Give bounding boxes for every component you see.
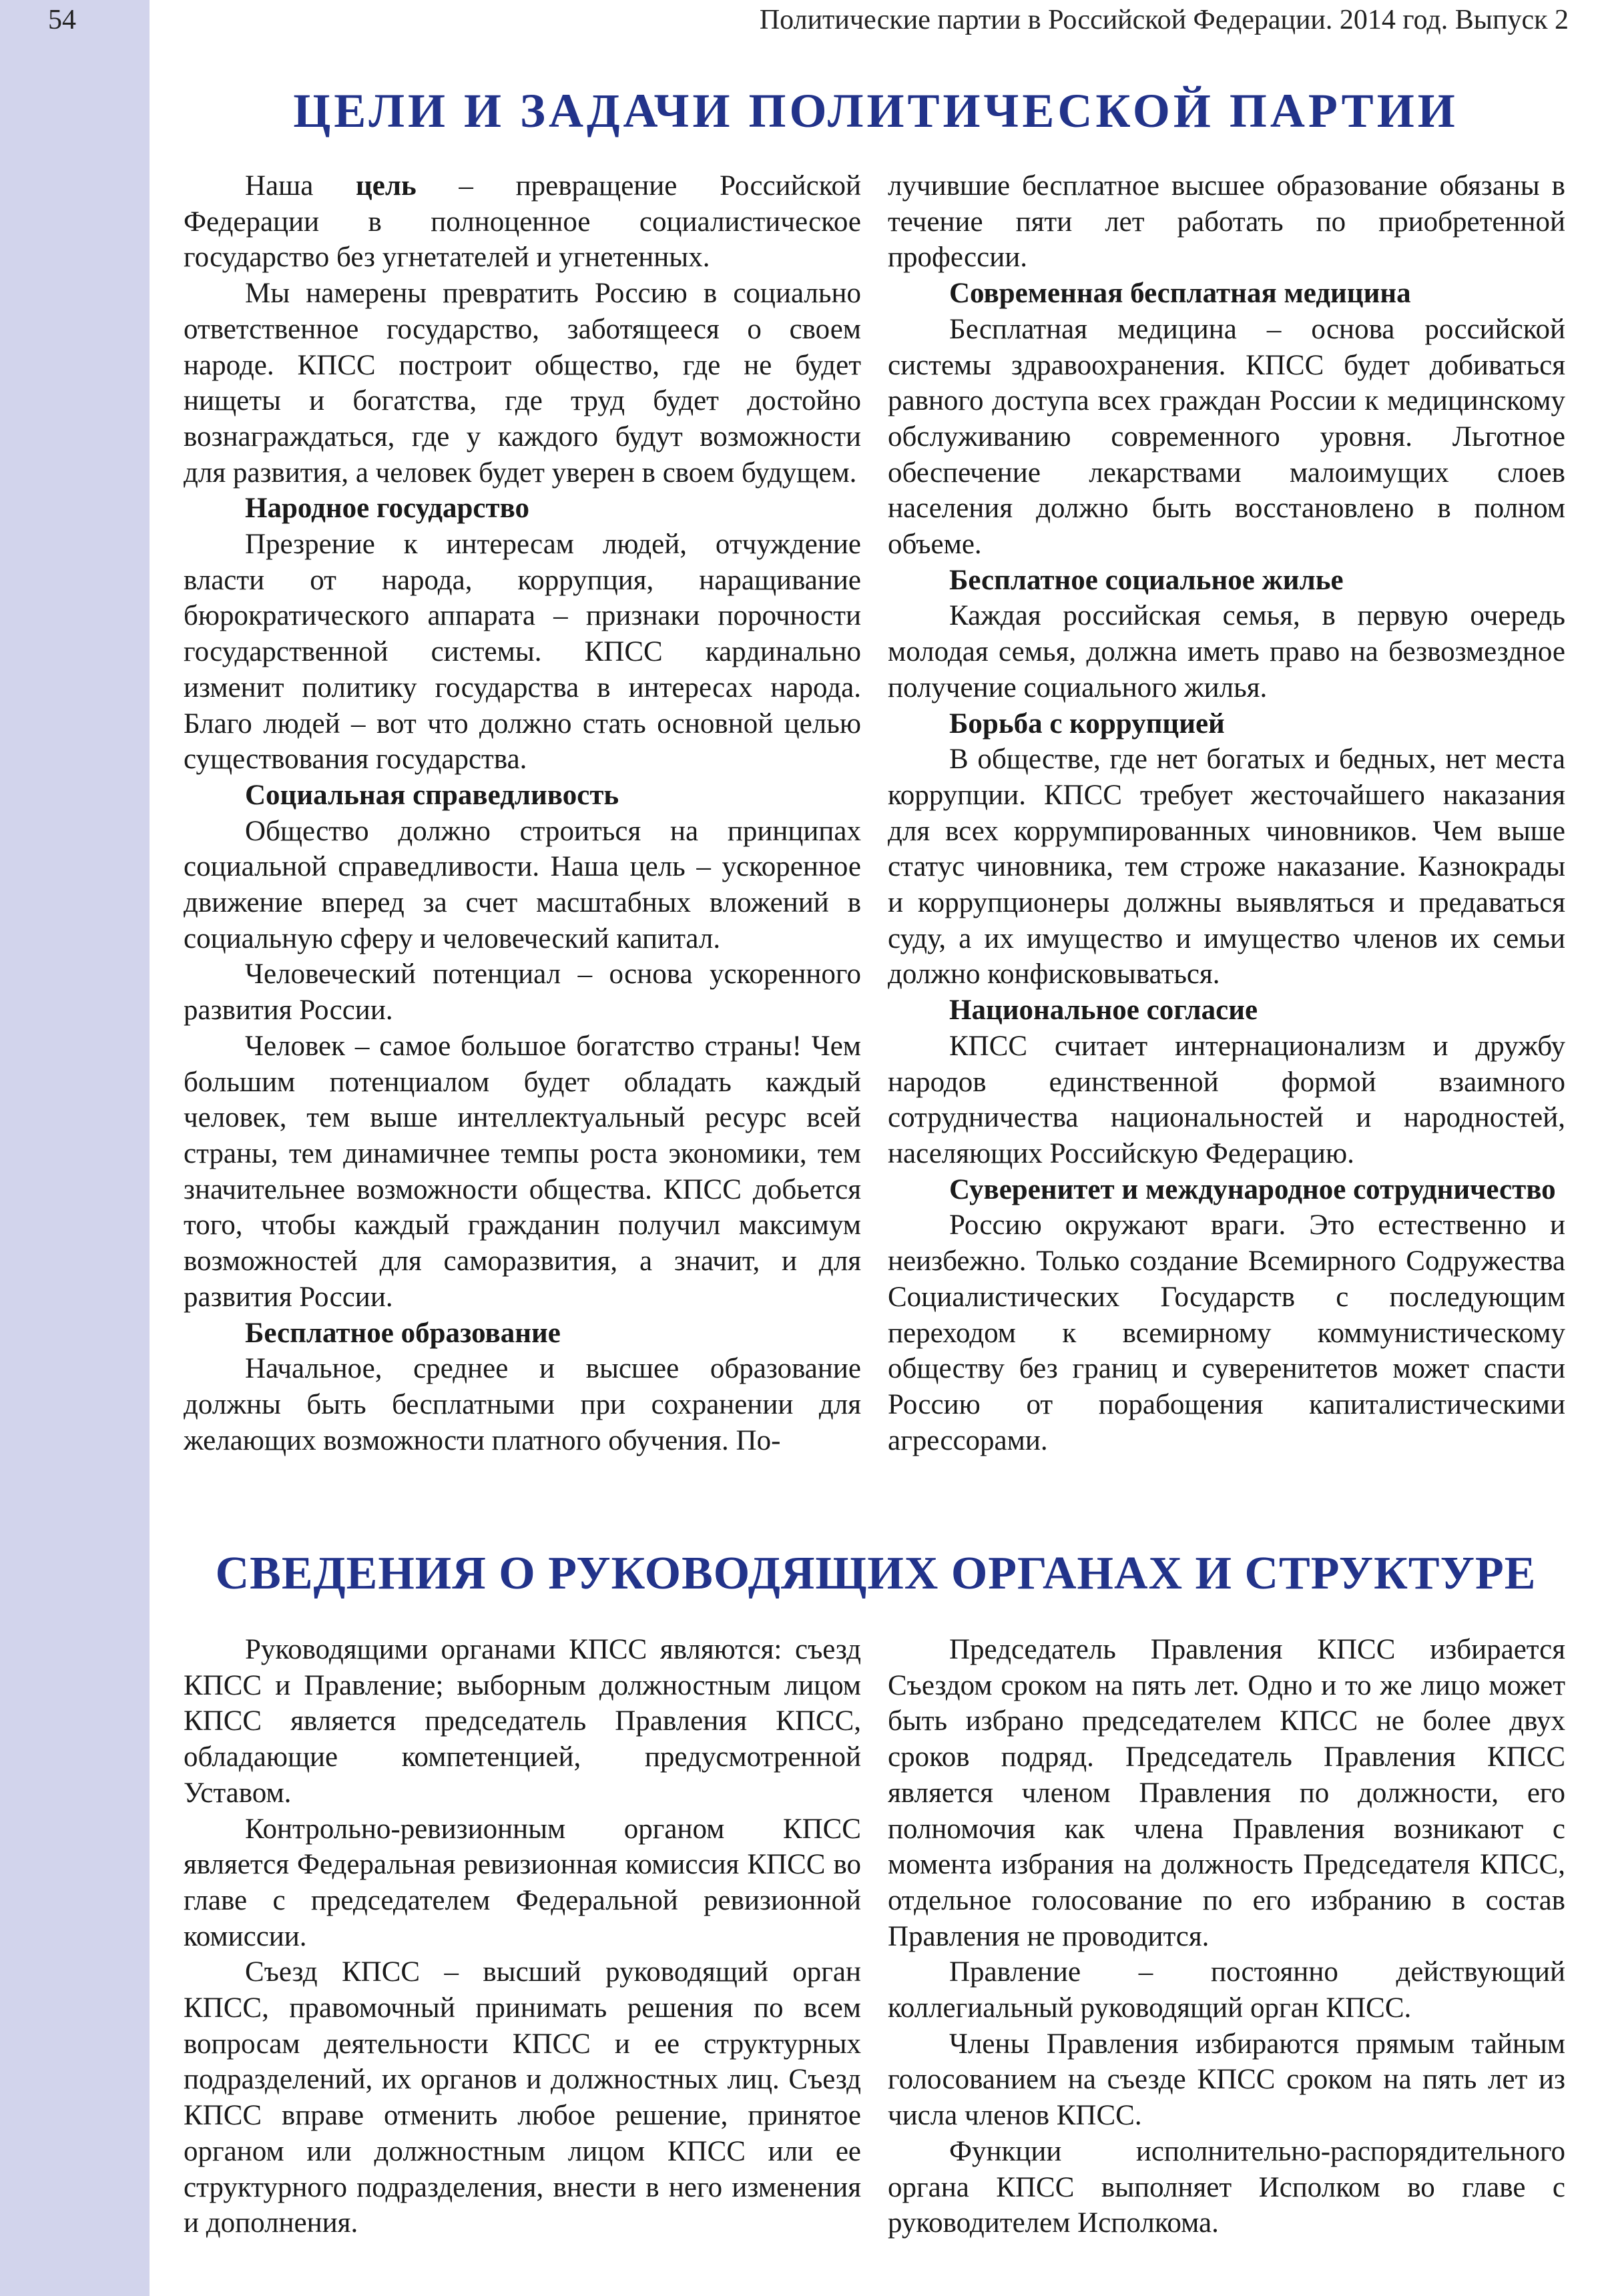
page-number: 54 (48, 5, 76, 35)
paragraph: Наша цель – превращение Российской Федерации в полноценное социалистическое государство без угнетателей и угнетенных. (184, 170, 861, 274)
running-title: Политические партии в Российской Федерации. 2014 год. Выпуск 2 (759, 5, 1569, 35)
paragraph: Презрение к интересам людей, отчуждение власти от народа, коррупция, наращивание бюрократического аппарата – признаки порочности государственной системы. КПСС кардинально изменит политику государства в интересах народа. Благо людей – вот что должно стать основной целью существования государства. (184, 529, 861, 776)
section-title-goals: ЦЕЛИ И ЗАДАЧИ ПОЛИТИЧЕСКОЙ ПАРТИИ (293, 84, 1458, 137)
paragraph: Контрольно-ревизионным органом КПСС является Федеральная ревизионная комиссия КПСС во главе с председателем Федеральной ревизионной комиссии. (184, 1813, 861, 1952)
paragraph: Каждая российская семья, в первую очередь молодая семья, должна иметь право на безвозмездное получение социального жилья. (888, 600, 1565, 703)
paragraph: Человек – самое большое богатство страны! Чем большим потенциалом будет обладать каждый человек, тем выше интеллектуальный ресурс всей страны, тем динамичнее темпы роста экономики, тем значительнее возможности общества. КПСС добьется того, чтобы каждый гражданин получил максимум возможностей для саморазвития, а значит, и для развития России. (184, 1030, 861, 1313)
paragraph: Мы намерены превратить Россию в социально ответственное государство, заботящееся о своем народе. КПСС построит общество, где не будет нищеты и богатства, где труд будет достойно вознаграждаться, где у каждого будут возможности для развития, а человек будет уверен в своем будущем. (184, 278, 861, 489)
subheading-anti-corruption: Борьба с коррупцией (949, 707, 1225, 740)
paragraph: Правление – постоянно действующий коллегиальный руководящий орган КПСС. (888, 1956, 1565, 2024)
paragraph: Человеческий потенциал – основа ускоренного развития России. (184, 958, 861, 1027)
subheading-national-accord: Национальное согласие (949, 994, 1258, 1027)
structure-column-left (184, 1632, 861, 2241)
paragraph: Съезд КПСС – высший руководящий орган КПСС, правомочный принимать решения по всем вопросам деятельности КПСС и ее структурных подразделений, их органов и должностных лиц. Съезд КПСС вправе отменить любое решение, принятое органом или должностным лицом КПСС или ее структурного подразделения, внести в него изменения и дополнения. (184, 1956, 861, 2239)
paragraph-continued: лучившие бесплатное высшее образование обязаны в течение пяти лет работать по приобретенной профессии. (888, 170, 1565, 274)
paragraph: Функции исполнительно-распорядительного органа КПСС выполняет Исполком во главе с руководителем Исполкома. (888, 2135, 1565, 2239)
structure-column-right (888, 1632, 1565, 2241)
subheading-social-justice: Социальная справедливость (245, 779, 619, 811)
subheading-free-medicine: Современная бесплатная медицина (949, 278, 1411, 310)
subheading-free-education: Бесплатное образование (245, 1317, 561, 1349)
subheading-social-housing: Бесплатное социальное жилье (949, 564, 1344, 596)
paragraph: Бесплатная медицина – основа российской системы здравоохранения. КПСС будет добиваться равного доступа всех граждан России к медицинскому обслуживанию современного уровня. Льготное обеспечение лекарствами малоимущих слоев населения должно быть восстановлено в полном объеме. (888, 313, 1565, 561)
goals-column-right (888, 168, 1565, 1458)
paragraph: В обществе, где нет богатых и бедных, нет места коррупции. КПСС требует жесточайшего наказания для всех коррумпированных чиновников. Чем выше статус чиновника, тем строже наказание. Казнокрады и коррупционеры должны выявляться и предаваться суду, а их имущество и имущество членов их семьи должно конфисковываться. (888, 744, 1565, 990)
paragraph: Общество должно строиться на принципах социальной справедливости. Наша цель – ускоренное движение вперед за счет масштабных вложений в социальную сферу и человеческий капитал. (184, 815, 861, 954)
paragraph: Члены Правления избираются прямым тайным голосованием на съезде КПСС сроком на пять лет из числа членов КПСС. (888, 2028, 1565, 2132)
paragraph: Начальное, среднее и высшее образование должны быть бесплатными при сохранении для желающих возможности платного обучения. По- (184, 1353, 861, 1456)
bold-word-goal: цель (356, 170, 417, 202)
paragraph: Россию окружают враги. Это естественно и неизбежно. Только создание Всемирного Содружества Социалистических Государств с последующим переходом к всемирному коммунистическому обществу без границ и суверенитетов может спасти Россию от порабощения капиталистическими агрессорами. (888, 1209, 1565, 1456)
section-title-governing-bodies: СВЕДЕНИЯ О РУКОВОДЯЩИХ ОРГАНАХ И СТРУКТУРЕ (215, 1548, 1537, 1599)
goals-column-left (184, 168, 861, 1458)
side-band (0, 0, 150, 2296)
paragraph: Председатель Правления КПСС избирается Съездом сроком на пять лет. Одно и то же лицо может быть избрано председателем КПСС не более двух сроков подряд. Председатель Правления КПСС является членом Правления по должности, его полномочия как члена Правления возникают с момента избрания на должность Председателя КПСС, отдельное голосование по его избранию в состав Правления не проводится. (888, 1634, 1565, 1952)
subheading-peoples-state: Народное государство (245, 493, 530, 525)
subheading-sovereignty: Суверенитет и международное сотрудничество (949, 1173, 1556, 1205)
paragraph: КПСС считает интернационализм и дружбу народов единственной формой взаимного сотрудничества национальностей и народностей, населяющих Российскую Федерацию. (888, 1030, 1565, 1169)
paragraph: Руководящими органами КПСС являются: съезд КПСС и Правление; выборным должностным лицом КПСС является председатель Правления КПСС, обладающие компетенцией, предусмотренной Уставом. (184, 1634, 861, 1809)
